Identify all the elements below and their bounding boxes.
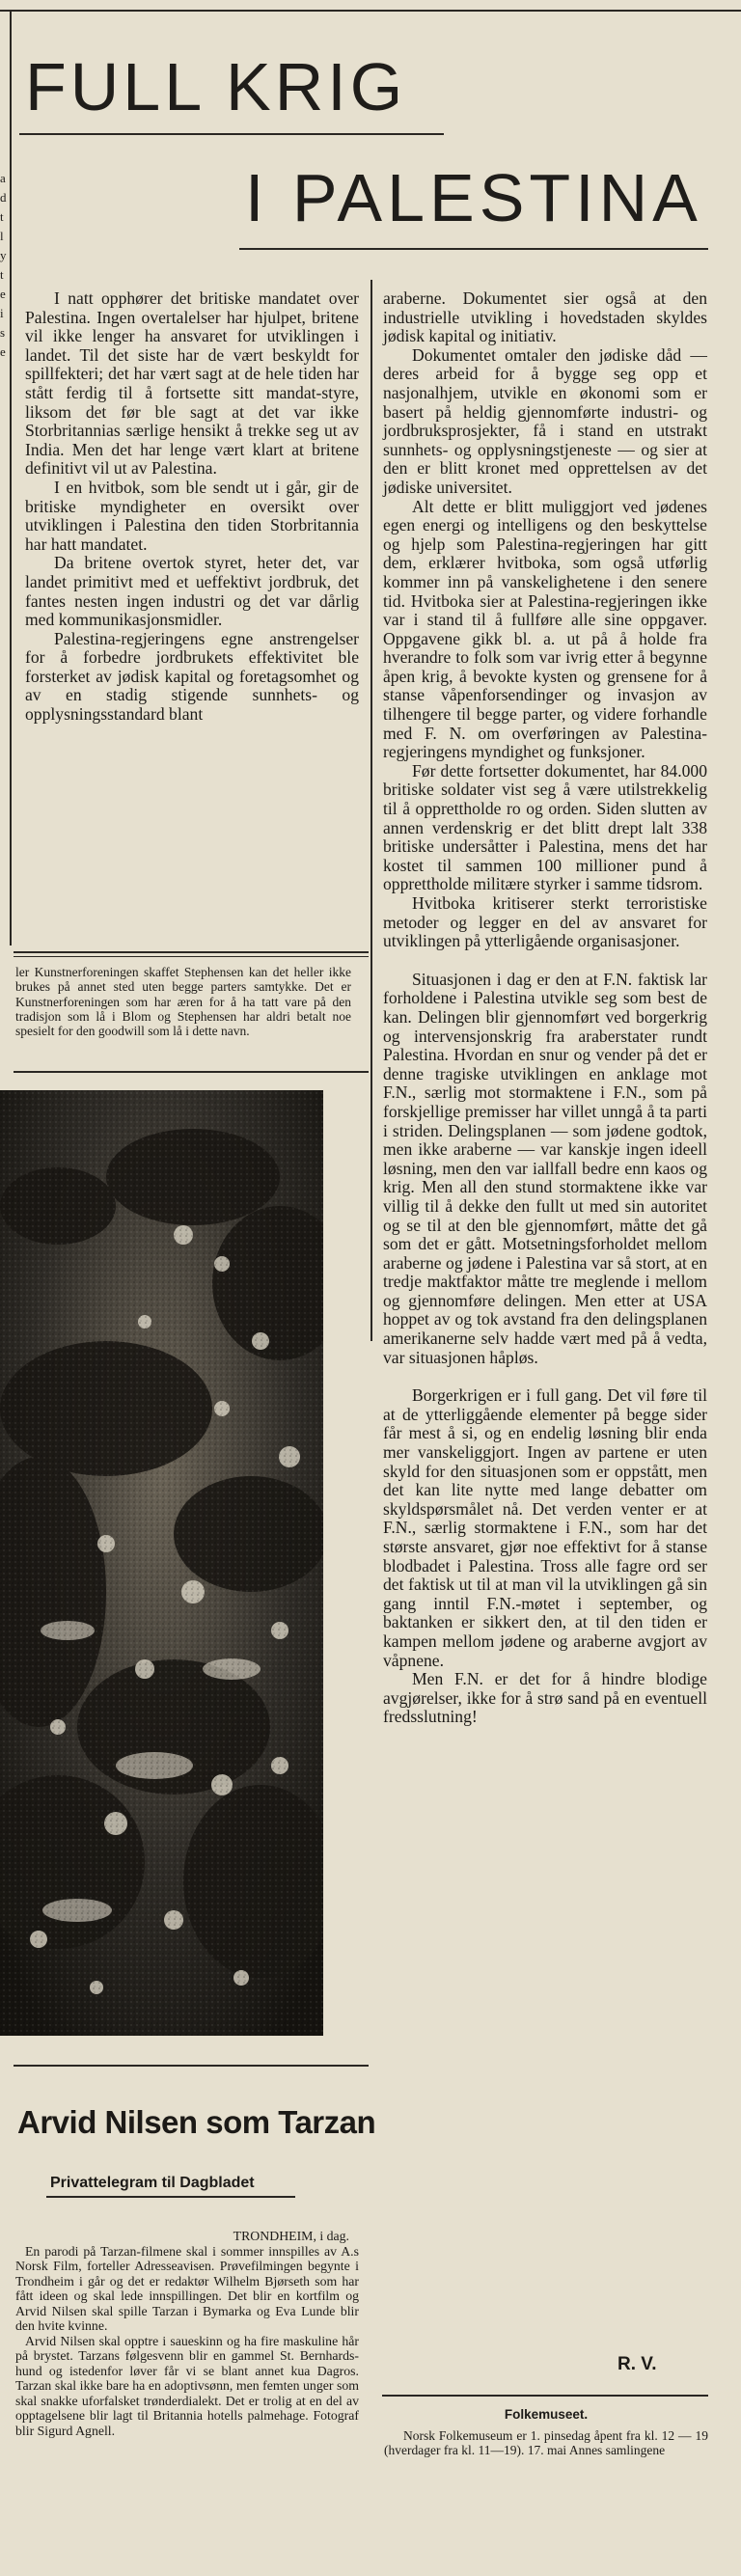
paragraph: Palestina-regjeringens egne anstrengelser for å forbedre jordbrukets effektivitet ble forsterket av jødisk kapital og foretagsomhet og av en stadig stigende sunnhets- og opplysningsstandard blant bbox=[25, 628, 359, 725]
notice-text: ler Kunstnerforeningen skaffet Stephensen kan det heller ikke brukes på annet sted uten begge parters samtykke. Det er Kunstnerforeningen som har æren for å ha tatt vare på den tradisjon som lå i Blom og Stephensen har aldri betalt noe spesielt for den goodwill som lå i dette navn. bbox=[15, 965, 351, 1039]
headline-rule bbox=[19, 133, 444, 135]
headline-rule-2 bbox=[239, 248, 708, 250]
dateline: TRONDHEIM, i dag. bbox=[233, 2229, 349, 2243]
paragraph: Situasjonen i dag er den at F.N. faktisk lar forholdene i Palestina utvikle seg som best de kan. Delingen blir gjennomført ved borgerkrig og intervensjonskrig fra araberstater rundt Palestina. Hvordan en snur og vender på det er denne tragiske utviklingen en anklage mot F.N., særlig mot stormaktene i F.N., som på forskjellige premisser har villet unngå å ta parti i striden. Delingsplanen — som jødene godtok, men ikke araberne — var kanskje ingen ideell løsning, men den var iallfall bedre enn kaos og krig. Men all den stund stormaktene ikke var villig til å dekke den fullt ut med sin autoritet og se til at den ble gjennomført, måtte det gå som det er gått. Motsetningsforholdet mellom araberne og jødene i Palestina var så stort, at en tredje maktfaktor måtte tre meglende i mellom og gjennomføre delingen. Men etter at USA hoppet av og tok avstand fra den delingsplanen amerikanerne selv hadde vært med på å vedta, var situasjonen håpløs. bbox=[383, 969, 707, 1367]
paragraph: Før dette fortsetter dokumentet, har 84.000 britiske soldater vist seg å være utilstrekkelig til å opprettholde ro og orden. Siden slutten av annen verdenskrig er det blitt drept lalt 338 britiske undersåtter i Palestina, mens det har kostet til sammen 100 millioner pund å opprettholde militære styrker i samme tidsrom. bbox=[383, 760, 707, 894]
kunstner-notice bbox=[15, 965, 351, 1038]
paragraph: Da britene overtok styret, heter det, var landet primitivt med et ueffektivt jordbruk, det fantes nesten ingen industri og det var dårlig med kommunikasjonsmidler. bbox=[25, 553, 359, 630]
margin-fragments: a d t l y t e i s e bbox=[0, 171, 7, 359]
margin-rule bbox=[10, 10, 12, 945]
tarzan-article bbox=[15, 2229, 359, 2438]
news-photo bbox=[0, 1090, 323, 2036]
article-left-column bbox=[25, 289, 359, 725]
paragraph: Hvitboka kritiserer sterkt terroristiske metoder og legger en del av ansvaret for utviklingen på ytterligående organisasjoner. bbox=[383, 893, 707, 951]
paragraph: I en hvitbok, som ble sendt ut i går, gir de britiske myndigheter en oversikt over utviklingen i Palestina den tiden Storbritannia har hatt mandatet. bbox=[25, 477, 359, 554]
column-divider bbox=[370, 280, 372, 1341]
tarzan-headline: Arvid Nilsen som Tarzan bbox=[17, 2104, 376, 2140]
paragraph: I natt opphører det britiske mandatet over Palestina. Ingen overtalelser har hjulpet, britene vil ikke lenger ha ansvaret for utviklingen i landet. Til det siste har de vært beskyldt for spillfekteri; det har vært sagt at de hele tiden har stått ferdig til å fortsette sitt mandat-styre, liksom det før ble sagt at det var ikke Storbritannias særlige hensikt å trekke seg ut av India. Men det har lenge vært klart at britene definitivt vil ut av Palestina. bbox=[25, 288, 359, 479]
signature: R. V. bbox=[618, 2354, 657, 2374]
paragraph: Men F.N. er det for å hindre blodige avgjørelser, ikke for å strø sand på en eventuell fredsslutning! bbox=[383, 1669, 707, 1727]
tarzan-subhead: Privattelegram til Dagbladet bbox=[50, 2175, 255, 2191]
paragraph: araberne. Dokumentet sier også at den industrielle utvikling i hovedstaden skyldes jødisk kapital og initiativ. bbox=[383, 288, 707, 346]
folkemuseet-text: Norsk Folkemuseum er 1. pinsedag åpent fra kl. 12 — 19 (hverdager fra kl. 11—19). 17. mai Annes samlingene bbox=[384, 2427, 708, 2458]
headline-line-2: I PALESTINA bbox=[245, 160, 702, 235]
folkemuseet-notice bbox=[384, 2407, 708, 2458]
paragraph: Alt dette er blitt muliggjort ved jødenes egen energi og intelligens og den beskyttelse og hjelp som Palestina-regjeringen har gitt dem, erklærer hvitboka, som også utførlig kommer inn på vanskelighetene i den senere tid. Hvitboka sier at Palestina-regjeringen ikke var i stand til å fullføre alle sine oppgaver. Oppgavene gikk bl. a. ut på å holde fra hverandre to folk som var ivrig etter å begynne åpen krig, å bevokte kysten og grensene for å stanse våpenforsendinger og invasjon av tilhengere til begge parter, og videre forhandle med F. N. om overføringen av Palestina-regjeringens myndighet og funksjoner. bbox=[383, 496, 707, 762]
photo-image bbox=[0, 1090, 323, 2036]
headline-line-1: FULL KRIG bbox=[25, 49, 407, 124]
paragraph: Dokumentet omtaler den jødiske dåd — deres arbeid for å bygge seg opp et nasjonalhjem, utvikle en økonomi som er basert på heldig gjennomførte industri- og jordbruksprosjekter, få i stand en utstrakt sunnhets- og opplysningstjeneste — og sier at den er blitt kronet med opprettelsen av det jødiske universitet. bbox=[383, 344, 707, 497]
paragraph: Arvid Nilsen skal opptre i saueskinn og ha fire maskuline hår på brystet. Tarzans følgesvenn blir en gammel St. Bernhards-hund og istedenfor løver får vi se blant annet kua Dagros. Tarzan skal ikke bare ha en adoptivsønn, men femten unger som skal snakke uforfalsket trønderdialekt. Det er trolig at en del av opptagelsene blir lagt til Britannia hotells palmehage. Fotograf blir Sigurd Agnell. bbox=[15, 2333, 359, 2438]
paragraph: Borgerkrigen er i full gang. Det vil føre til at de ytterliggående elementer på begge sider får mest å si, og en endelig løsning blir enda mer vanskeliggjort. Ingen av partene er uten skyld for den situasjonen som er oppstått, men det kan lite nytte med lange debatter om skyldspørsmålet nå. Det verden venter er at F.N., særlig stormaktene i F.N., som har det største ansvaret, gjør noe effektivt for å stanse blodbadet i Palestina. Tross alle fagre ord ser det faktisk ut til at man vil la utviklingen gå sin gang inntil F.N.-møtet i september, og baktanken er sikkert den, at til den tiden er kampen mellom jødene og araberne avgjort av våpnene. bbox=[383, 1385, 707, 1670]
article-right-column bbox=[383, 289, 707, 1727]
folkemuseet-title: Folkemuseet. bbox=[504, 2407, 589, 2422]
paragraph: En parodi på Tarzan-filmene skal i sommer innspilles av A.s Norsk Film, forteller Adresseavisen. Prøvefilmingen begynte i Trondheim i går og det er redaktør Wilhelm Bjørseth som har fått ideen og skal lede innspillingen. Det blir en kortfilm og Arvid Nilsen skal spille Tarzan i Bymarka og Eva Lunde blir den hvite kvinne. bbox=[15, 2243, 359, 2333]
